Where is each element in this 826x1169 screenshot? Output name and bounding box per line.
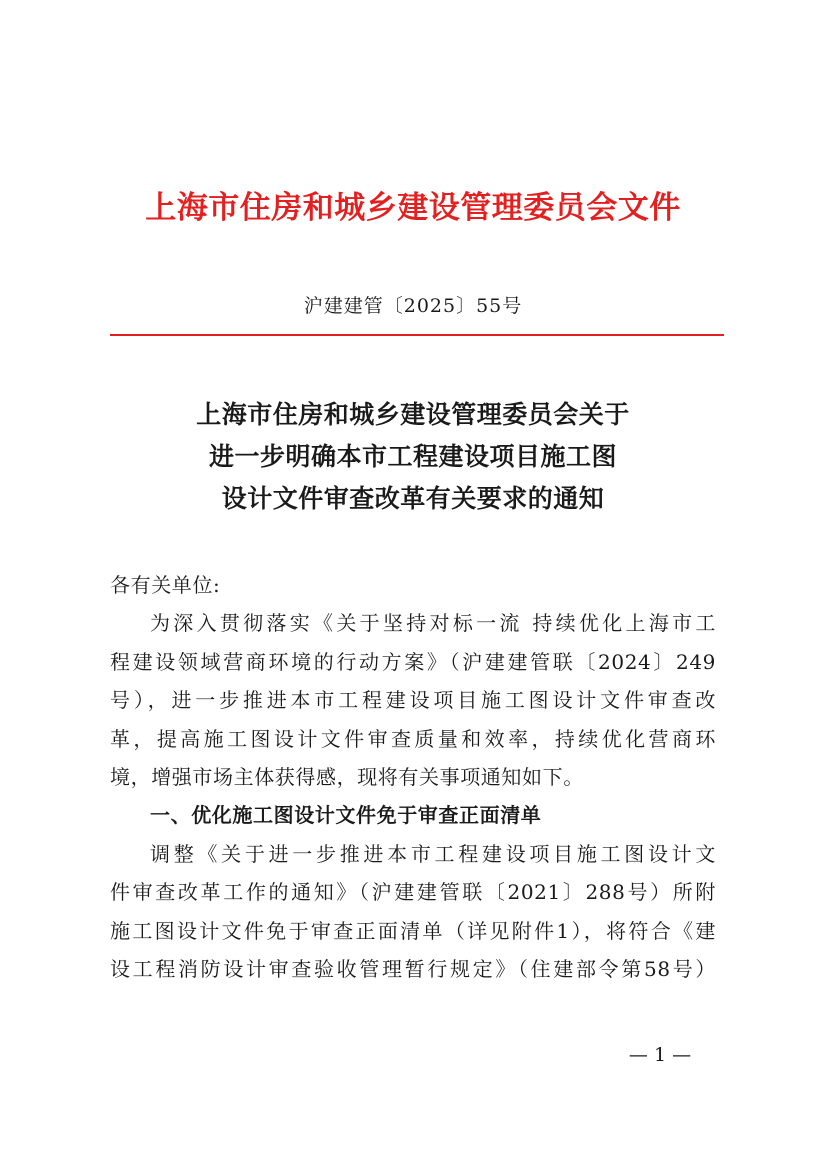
para2-line-4: 设工程消防设计审查验收管理暂行规定》（住建部令第58号） [110,957,716,982]
para2-line-3: 施工图设计文件免于审查正面清单（详见附件1），将符合《建 [110,918,716,943]
notice-title-line-3: 设计文件审查改革有关要求的通知 [221,484,605,513]
para2-line-2: 件审查改革工作的通知》（沪建建管联〔2021〕288号）所附 [110,880,716,905]
red-divider-line [110,334,724,336]
para2-line-1: 调整《关于进一步推进本市工程建设项目施工图设计文 [150,841,716,866]
document-number: 沪建建管〔2025〕55号 [303,295,523,317]
section1-heading: 一、优化施工图设计文件免于审查正面清单 [150,803,542,828]
para1-line-5: 境，增强市场主体获得感，现将有关事项通知如下。 [110,765,584,790]
para1-line-2: 程建设领域营商环境的行动方案》（沪建建管联〔2024〕249 [110,649,716,674]
notice-title-line-2: 进一步明确本市工程建设项目施工图 [208,442,617,471]
issuer-title: 上海市住房和城乡建设管理委员会文件 [145,190,681,226]
para1-line-3: 号），进一步推进本市工程建设项目施工图设计文件审查改 [110,688,716,713]
notice-title-line-1: 上海市住房和城乡建设管理委员会关于 [196,400,630,429]
para1-line-4: 革，提高施工图设计文件审查质量和效率，持续优化营商环 [110,726,716,751]
notice-title [0,394,826,520]
page-number: — 1 — [628,1044,692,1066]
salutation: 各有关单位: [110,573,221,597]
para1-line-1: 为深入贯彻落实《关于坚持对标一流 持续优化上海市工 [150,611,716,636]
body-text [110,566,716,988]
